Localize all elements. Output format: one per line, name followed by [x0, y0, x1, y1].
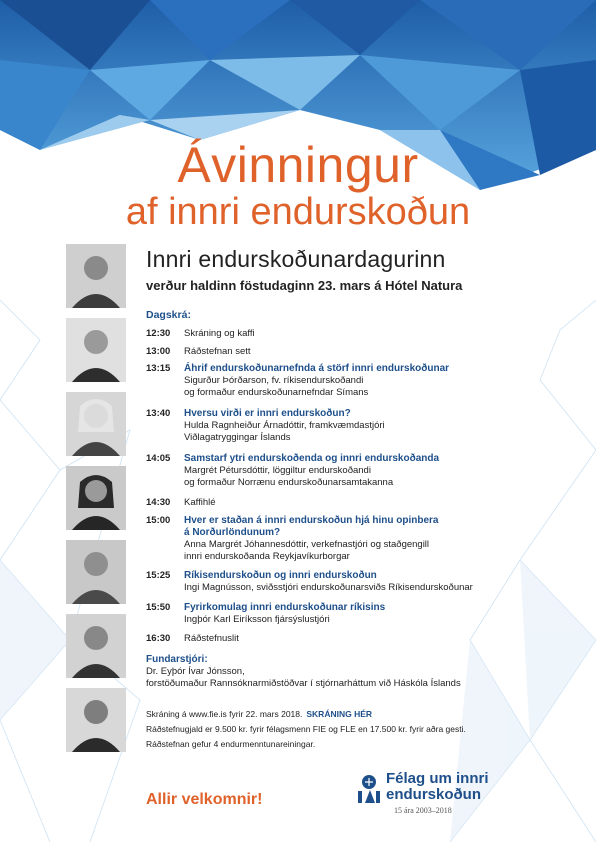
event-subtitle: Innri endurskoðunardagurinn: [146, 246, 446, 272]
schedule-speaker: Sigurður Þórðarson, fv. ríkisendurskoðandi og formaður endurskoðunarnefndar Símans: [184, 375, 369, 398]
credits-info: Ráðstefnan gefur 4 endurmenntunareiningar.: [146, 739, 316, 749]
logo-subtitle: 15 ára 2003–2018: [394, 806, 452, 815]
schedule-title: Hversu virði er innri endurskoðun?: [184, 408, 351, 419]
chair-name: Dr. Eyþór Ívar Jónsson, forstöðumaður Rannsóknarmiðstöðvar í stjórnarháttum við Háskóla Íslands: [146, 666, 461, 689]
agenda-label: Dagskrá:: [146, 309, 191, 321]
schedule-time: 15:25: [146, 570, 171, 581]
schedule-time: 16:30: [146, 633, 171, 644]
schedule-speaker: Margrét Pétursdóttir, löggiltur endurskoðandi og formaður Norrænu endurskoðunarsamtakanna: [184, 465, 394, 488]
speaker-photo-5: [66, 540, 126, 604]
schedule-speaker: Anna Margrét Jóhannesdóttir, verkefnastjóri og staðgengill innri endurskoðanda Reykjavíkurborgar: [184, 539, 430, 562]
speaker-photo-2: [66, 318, 126, 382]
schedule-time: 12:30: [146, 328, 171, 339]
logo-line2: endurskoðun: [386, 786, 482, 803]
schedule-title: Kaffihlé: [184, 497, 216, 508]
schedule-time: 13:00: [146, 346, 171, 357]
register-link[interactable]: SKRÁNING HÉR: [306, 709, 373, 719]
welcome-text: Allir velkomnir!: [146, 791, 263, 808]
schedule-time: 13:40: [146, 408, 171, 419]
schedule-time: 15:00: [146, 515, 171, 526]
schedule-time: 13:15: [146, 363, 171, 374]
speaker-photo-6: [66, 614, 126, 678]
schedule-time: 15:50: [146, 602, 171, 613]
chair-label: Fundarstjóri:: [146, 654, 208, 665]
schedule-time: 14:30: [146, 497, 171, 508]
schedule-title: Ráðstefnan sett: [184, 346, 251, 357]
speaker-photo-7: [66, 688, 126, 752]
schedule-title: Ríkisendurskoðun og innri endurskoðun: [184, 570, 377, 581]
fee-info: Ráðstefnugjald er 9.500 kr. fyrir félagsmenn FIE og FLE en 17.500 kr. fyrir aðra gesti.: [146, 724, 466, 734]
page-title-line2: af innri endurskoðun: [125, 191, 471, 233]
speaker-photo-1: [66, 244, 126, 308]
schedule-speaker: Ingþór Karl Eiríksson fjársýslustjóri: [184, 614, 330, 625]
schedule-title: Fyrirkomulag innri endurskoðunar ríkisins: [184, 602, 386, 613]
organization-logo: [352, 768, 532, 824]
schedule-speaker: Hulda Ragnheiður Árnadóttir, framkvæmdastjóri Viðlagatryggingar Íslands: [184, 420, 385, 443]
logo-line1: Félag um innri: [386, 770, 489, 787]
schedule-title: Áhrif endurskoðunarnefnda á störf innri endurskoðunar: [184, 363, 450, 374]
event-venue: verður haldinn föstudaginn 23. mars á Hótel Natura: [146, 278, 463, 293]
iia-logo-icon: [356, 774, 382, 804]
speaker-photo-3: [66, 392, 126, 456]
schedule-title: Samstarf ytri endurskoðenda og innri endurskoðanda: [184, 453, 440, 464]
registration-text: Skráning á www.fie.is fyrir 22. mars 2018.: [146, 709, 303, 719]
schedule-time: 14:05: [146, 453, 171, 464]
schedule-title: Hver er staðan á innri endurskoðun hjá hinu opinbera á Norðurlöndunum?: [184, 515, 439, 538]
speaker-photo-4: [66, 466, 126, 530]
page-title-line1: Ávinningur: [177, 137, 419, 193]
schedule-speaker: Ingi Magnússon, sviðsstjóri endurskoðunarsviðs Ríkisendurskoðunar: [184, 582, 473, 593]
schedule-title: Skráning og kaffi: [184, 328, 255, 339]
registration-info: [146, 709, 372, 719]
schedule-title: Ráðstefnuslit: [184, 633, 239, 644]
